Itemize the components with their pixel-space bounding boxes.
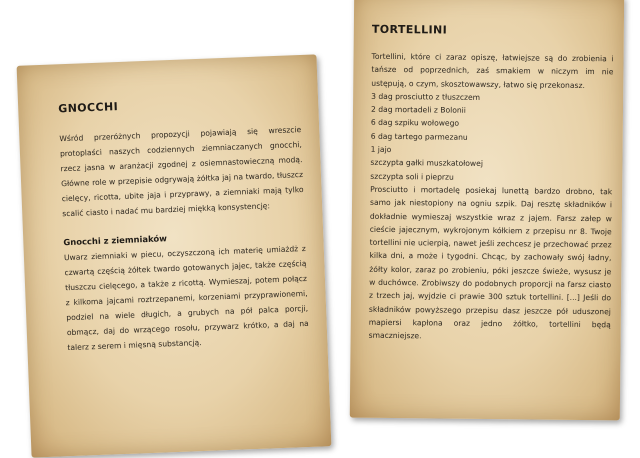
ingredient-item: 6 dag tartego parmezanu — [370, 131, 468, 142]
gnocchi-subtitle: Gnocchi z ziemniaków — [63, 233, 168, 248]
ingredient-item: szczypta gałki muszkatołowej — [370, 158, 484, 169]
tortellini-method-text: Prosciutto i mortadelę posiekaj lunettą bardzo drobno, tak samo jak niestopiony na ogniu szpik. Daj resztę składników i dokładnie wymieszaj wszystkie wraz z jajem. Farsz załep w cieście jajecznym, wykrojonym kółkiem z przepisu nr 8. Twoje tortellini nie ucierpią, nawet jeśli zechcesz je przechować przez kilka dni, a może i tygodni. Chcąc, by zachowały swój ładny, żółty kolor, zaraz po zrobieniu, póki jeszcze świeże, wysusz je w duchówce. Zrobiwszy do podobnych proporcji na farsz ciasto z trzech jaj, wyjdzie ci prawie 300 sztuk tortellini. [...] Jeśli do składników powyższego przepisu dasz jeszcze pół uduszonej mapiersi kapłona oraz jedno żółtko, tortellini będą smaczniejsze. — [368, 184, 613, 341]
ingredient-item: 2 dag mortadeli z Bolonii — [370, 104, 466, 115]
tortellini-title: TORTELLINI — [371, 22, 448, 37]
ingredient-item: 1 jajo — [370, 144, 392, 155]
tortellini-intro-text: Tortellini, które ci zaraz opiszę, łatwiejsze są do zrobienia i tańsze od poprzednich, zaś smakiem w niczym im nie ustępują, o czym, skosztowawszy, łatwo się przekonasz. — [371, 51, 614, 90]
gnocchi-intro-text: Wśród przeróżnych propozycji pojawiają się wreszcie protoplaści naszych codziennych ziemniaczanych gnocchi, rzecz jasna w aranżacji zgodnej z osiemnastowieczną modą. Główne role w przepisie odgrywają żółtka jaj na twardo, tłuszcz cielęcy, ricotta, ubite jaja i przyprawy, a ziemniaki mają tylko scalić ciasto i nadać mu bardziej miękką konsystencję: — [59, 125, 304, 219]
tortellini-recipe-card — [350, 0, 624, 420]
ingredient-item: 3 dag prosciutto z tłuszczem — [371, 91, 481, 102]
gnocchi-recipe-card — [17, 54, 332, 457]
ingredient-item: 6 dag szpiku wołowego — [370, 118, 460, 129]
gnocchi-title: GNOCCHI — [58, 100, 119, 116]
ingredient-item: szczypta soli i pieprzu — [370, 171, 454, 182]
ingredients-list — [370, 90, 613, 186]
gnocchi-recipe-text: Uwarz ziemniaki w piecu, oczyszczoną ich materię umiażdż z czwartą częścią żółtek twardo gotowanych jajec, także częścią tłuszczu cielęcego, a także z ricottą. Wymieszaj, potem połącz z kilkoma jajcami roztrzepanemi, korzeniami przyprawionemi, podziel na wiele długich, a grubych na pół palca porcji, obmącz, daj do wrzącego rosołu, przywarz krótko, a daj na talerz z serem i mięsną substancją. — [63, 243, 309, 353]
